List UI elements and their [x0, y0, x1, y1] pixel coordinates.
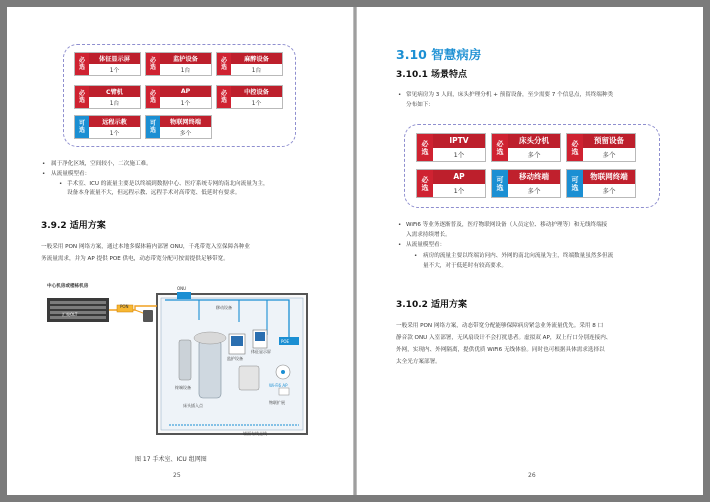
device-name: 床头分机	[508, 134, 560, 148]
device-tag: 必 选	[146, 53, 160, 75]
device-name: AP	[433, 170, 485, 184]
device-tile	[74, 85, 141, 109]
bullet-text: 入需求持续增长。	[406, 232, 451, 238]
device-tile	[566, 133, 636, 162]
diagram-label: ONU	[177, 286, 187, 291]
device-tag: 必 选	[75, 86, 89, 108]
device-tile	[74, 115, 141, 139]
device-count: 多个	[602, 186, 616, 195]
device-name: 物联网终端	[583, 170, 635, 184]
device-tile	[491, 169, 561, 198]
section-title: 3.9.2 适用方案	[41, 221, 106, 231]
device-tag: 必 选	[217, 86, 231, 108]
chapter-heading: 3.10 智慧病房	[396, 47, 482, 62]
device-name: 体征显示屏	[89, 53, 140, 64]
bullet-dot: •	[42, 161, 46, 167]
device-count: 多个	[527, 186, 541, 195]
device-tag: 必 选	[567, 134, 583, 161]
paragraph-line: 务流量需求，并为 AP 提供 POE 供电，动态带宽分配可按需提供足够带宽。	[41, 256, 229, 262]
device-count: 多个	[527, 150, 541, 159]
device-tag: 必 选	[146, 86, 160, 108]
section-title: 3.10.1 场景特点	[396, 70, 468, 80]
bullet-text: 从流量模型看：	[51, 171, 91, 177]
network-diagram	[39, 280, 329, 455]
device-tile	[491, 133, 561, 162]
paragraph-line: 一般采用 PON 网络方案，动态带宽分配能够保障病房紧急业务流量优先。采用 8 口	[396, 323, 604, 329]
device-tile	[566, 169, 636, 198]
device-count: 1个	[453, 186, 465, 195]
diagram-label: 床头插入点	[183, 403, 203, 408]
device-count: 1台	[180, 68, 191, 75]
paragraph-line: 一般采用 PON 网络方案，通过本地多媒体箱内部署 ONU，千兆带宽入室保障各种业	[41, 244, 250, 250]
device-count: 1台	[109, 101, 120, 108]
device-tag: 必 选	[492, 134, 508, 161]
bullet-dot: •	[398, 242, 402, 248]
device-name: 监护设备	[160, 53, 211, 64]
device-name: AP	[160, 86, 211, 97]
device-tag: 可 选	[75, 116, 89, 138]
device-tag: 可 选	[146, 116, 160, 138]
device-tag: 可 选	[492, 170, 508, 197]
onu-box-outside	[143, 310, 153, 322]
paragraph-line: 太全光方案部署。	[396, 359, 441, 365]
bullet-text: 分布如下：	[406, 102, 434, 108]
device-name: IPTV	[433, 134, 485, 148]
device-tile	[145, 115, 212, 139]
device-count: 1个	[453, 150, 465, 159]
anesthesia-device	[239, 366, 259, 390]
figure-caption: 图 17 手术室、ICU 组网图	[135, 456, 207, 463]
device-name: 移动终端	[508, 170, 560, 184]
device-count: 1台	[251, 68, 262, 75]
diagram-label: 墙面布线走线	[243, 431, 267, 436]
bullet-dot: •	[398, 222, 402, 228]
device-tag: 必 选	[417, 170, 433, 197]
bullet-text: 常见病房为 3 人间，床头护理分机 + 预留设备，至少需要 7 个信息点，其终端种类	[406, 92, 614, 98]
device-name: 物联网终端	[160, 116, 211, 127]
sub-bullet-dot: •	[414, 253, 418, 259]
device-tag: 必 选	[217, 53, 231, 75]
device-count: 1个	[109, 68, 120, 75]
sub-bullet-text: 设备本身流量不大，但远程示教、远程手术对高带宽、低延时有要求。	[67, 190, 241, 196]
bullet-dot: •	[398, 92, 402, 98]
sub-bullet-text: 量不大，对于低延时有较高要求。	[423, 263, 507, 269]
paragraph-line: 外网，实现内、外网隔离，提供优质 WiFi6 无线体验。同时也可根据具体需求选择以	[396, 347, 605, 353]
sub-bullet-text: 病房的流量主要以终端访问内、外网的南北向流量为主，终端数量虽然多但流	[423, 253, 614, 259]
device-name: C臂机	[89, 86, 140, 97]
device-name: 预留设备	[583, 134, 635, 148]
c-arm	[179, 340, 191, 380]
device-count: 1个	[109, 131, 120, 138]
surgical-light	[194, 332, 226, 344]
diagram-label: 移动设备	[216, 305, 232, 310]
section-title: 3.10.2 适用方案	[396, 300, 468, 310]
right-page	[357, 7, 703, 495]
bullet-text: WiFi6 等业务逐渐普及，医疗物联网设备（人员定位、移动护理等）和无线终端接	[406, 222, 608, 228]
device-tag: 必 选	[75, 53, 89, 75]
operating-table	[199, 340, 221, 398]
device-tile	[216, 52, 283, 76]
bullet-text: 属于净化区域，空间较小，二次施工难。	[51, 161, 152, 167]
device-tile	[216, 85, 283, 109]
device-count: 多个	[602, 150, 616, 159]
left-page	[7, 7, 353, 495]
bullet-text: 从流量模型看：	[406, 242, 446, 248]
onu-device	[177, 292, 191, 299]
device-tile	[145, 52, 212, 76]
device-tag: 可 选	[567, 170, 583, 197]
diagram-label: 终端设备	[175, 385, 191, 390]
bullet-dot: •	[42, 171, 46, 177]
diagram-label: Wi-Fi6 AP	[269, 383, 288, 388]
page-number: 25	[173, 472, 181, 479]
diagram-label: 体征显示屏	[251, 349, 271, 354]
device-tag: 必 选	[417, 134, 433, 161]
sub-bullet-dot: •	[59, 181, 63, 187]
device-tile	[416, 169, 486, 198]
device-tile	[145, 85, 212, 109]
diagram-label: PON	[120, 304, 129, 309]
device-tile	[74, 52, 141, 76]
page-number: 26	[528, 472, 536, 479]
diagram-label: 汇聚OLT	[62, 312, 78, 317]
device-count: 1个	[251, 101, 262, 108]
device-count: 多个	[179, 131, 192, 138]
diagram-label: POE	[281, 339, 290, 344]
device-name: 远程示教	[89, 116, 140, 127]
diagram-label: 中心机房或楼栋机房	[47, 284, 89, 289]
device-name: 麻醉设备	[231, 53, 282, 64]
device-tile	[416, 133, 486, 162]
paragraph-line: 静音款 ONU 入室部署，无风扇设计不会打扰患者。虚拟双 AP，双上行口分别连接内、	[396, 335, 612, 341]
device-name: 中控设备	[231, 86, 282, 97]
device-count: 1个	[180, 101, 191, 108]
sub-bullet-text: 手术室、ICU 的流量主要是以终端到数据中心、医疗系统专网的南北向流量为主，	[67, 181, 269, 187]
diagram-label: 监护设备	[227, 356, 243, 361]
diagram-label: 物联扩展	[269, 400, 285, 405]
iot-device	[279, 388, 289, 395]
